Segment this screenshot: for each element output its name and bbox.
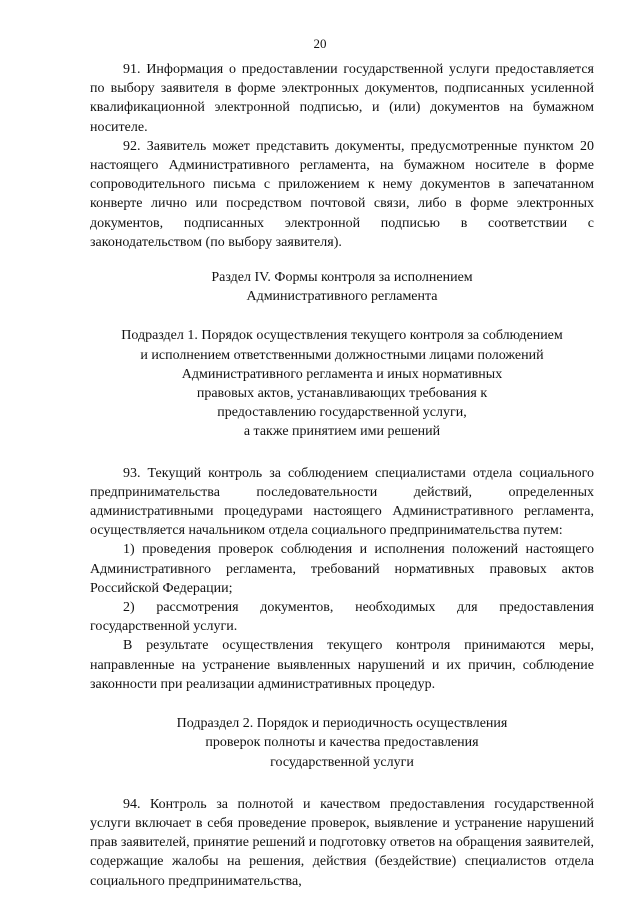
- paragraph-91: 91. Информация о предоставлении государственной услуги предоставляется по выбору заявителя в форме электронных документов, подписанных усиленной квалификационной электронной подписью, и (или) документов на бумажном носителе.: [90, 62, 594, 135]
- paragraph-92: 92. Заявитель может представить документы, предусмотренные пунктом 20 настоящего Административного регламента, на бумажном носителе в форме сопроводительного письма с приложением к нему документов в запечатанном конверте лично или посредством почтовой связи, либо в форме электронных документов, подписанных электронной подписью в соответствии с законодательством (по выбору заявителя).: [90, 138, 594, 250]
- heading-line: а также принятием ими решений: [243, 424, 441, 440]
- heading-line: Административного регламента: [246, 289, 438, 305]
- heading-line: проверок полноты и качества предоставления: [205, 735, 479, 751]
- document-body: [90, 60, 594, 891]
- subsection-2-heading: [90, 714, 594, 772]
- paragraph-94: 94. Контроль за полнотой и качеством предоставления государственной услуги включает в себя проведение проверок, выявление и устранение нарушений прав заявителей, принятие решений и подготовку ответов на обращения заявителей, содержащие жалобы на решения, действия (бездействие) специалистов отдела социального предпринимательства,: [90, 796, 594, 889]
- heading-line: Административного регламента и иных нормативных: [181, 366, 503, 382]
- heading-line: Подраздел 1. Порядок осуществления текущего контроля за соблюдением: [121, 328, 563, 344]
- paragraph-93-item-1: 1) проведения проверок соблюдения и исполнения положений настоящего Административного регламента, требований нормативных правовых актов Российской Федерации;: [90, 542, 594, 596]
- heading-line: Подраздел 2. Порядок и периодичность осуществления: [176, 716, 508, 732]
- heading-line: правовых актов, устанавливающих требования к: [196, 386, 488, 402]
- paragraph-93-result: В результате осуществления текущего контроля принимаются меры, направленные на устранение выявленных нарушений и их причин, соблюдение законности при реализации административных процедур.: [90, 638, 594, 692]
- heading-line: государственной услуги: [270, 754, 414, 770]
- paragraph-93-item-2: 2) рассмотрения документов, необходимых для предоставления государственной услуги.: [90, 600, 594, 635]
- heading-line: и исполнением ответственными должностными лицами положений: [140, 347, 544, 363]
- heading-line: предоставлению государственной услуги,: [217, 405, 467, 421]
- section-4-heading: [90, 268, 594, 306]
- subsection-1-heading: [90, 326, 594, 441]
- heading-line: Раздел IV. Формы контроля за исполнением: [211, 270, 473, 286]
- page-number: 20: [313, 36, 327, 51]
- paragraph-93: 93. Текущий контроль за соблюдением специалистами отдела социального предпринимательства последовательности действий, определенных административными процедурами настоящего Административного регламента, осуществляется начальником отдела социального предпринимательства путем:: [90, 465, 594, 539]
